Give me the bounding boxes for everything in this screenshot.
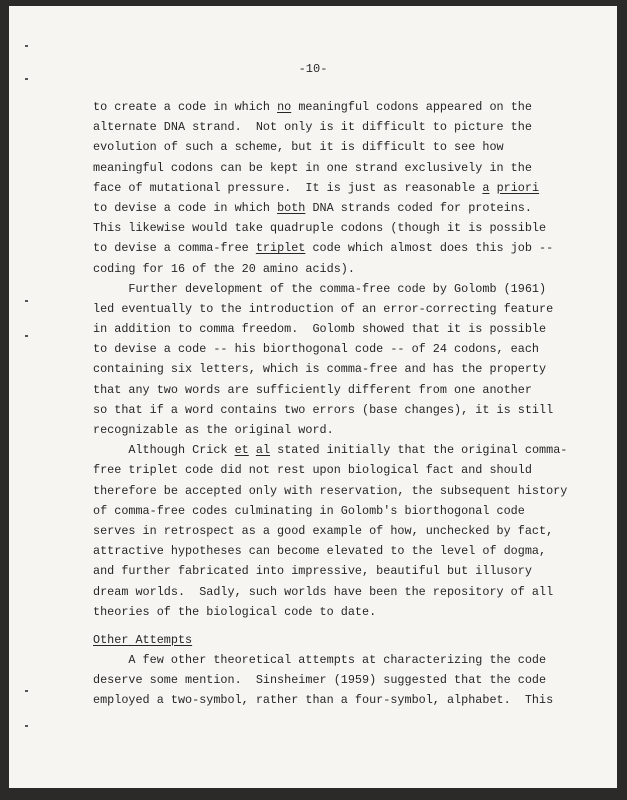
text-segment: Further development of the comma-free code by Golomb (1961) (93, 281, 547, 296)
text-line (93, 279, 567, 299)
text-segment: of comma-free codes culminating in Golomb's biorthogonal code (93, 503, 525, 518)
text-segment: dream worlds. Sadly, such worlds have been the repository of all (93, 584, 554, 599)
text-segment: Although Crick (93, 443, 235, 458)
text-line (93, 501, 567, 521)
text-segment: meaningful codons can be kept in one strand exclusively in the (93, 160, 532, 175)
text-segment: This likewise would take quadruple codons (though it is possible (93, 221, 547, 236)
text-line (93, 690, 567, 710)
underlined-text: et (234, 443, 249, 458)
text-line (93, 319, 567, 339)
document-body (93, 97, 567, 711)
text-segment: to create a code in which (93, 100, 278, 114)
text-line (93, 420, 567, 440)
paragraph (93, 279, 567, 441)
text-line (93, 359, 567, 379)
text-segment: A few other theoretical attempts at characterizing the code (93, 653, 547, 668)
text-segment: therefore be accepted only with reservation, the subsequent history (93, 483, 568, 498)
section-heading (93, 630, 567, 650)
text-line (93, 97, 567, 117)
text-line (93, 259, 567, 279)
text-segment: free triplet code did not rest upon biological fact and should (93, 463, 532, 478)
text-segment: and further fabricated into impressive, beautiful but illusory (93, 564, 532, 579)
text-line (93, 198, 567, 218)
text-segment: to devise a comma-free (93, 241, 256, 256)
text-line (93, 650, 567, 670)
margin-mark (25, 300, 28, 302)
text-segment (249, 443, 256, 457)
text-segment: coding for 16 of the 20 amino acids). (93, 261, 355, 276)
text-segment: alternate DNA strand. Not only is it difficult to picture the (93, 120, 532, 135)
underlined-text: a (482, 180, 490, 195)
text-line (93, 178, 567, 198)
text-segment: DNA strands coded for proteins. (305, 200, 532, 215)
margin-mark (25, 725, 28, 727)
text-segment: evolution of such a scheme, but it is difficult to see how (93, 140, 504, 155)
text-segment: in addition to comma freedom. Golomb showed that it is possible (93, 322, 547, 337)
underlined-text: priori (496, 180, 540, 195)
paragraph (93, 440, 567, 622)
text-segment: deserve some mention. Sinsheimer (1959) suggested that the code (93, 673, 547, 688)
text-line (93, 137, 567, 157)
text-segment: to devise a code in which (93, 200, 278, 215)
text-segment: face of mutational pressure. It is just as reasonable (93, 180, 483, 195)
text-line (93, 541, 567, 561)
text-line (93, 117, 567, 137)
text-line (93, 440, 567, 460)
text-segment: containing six letters, which is comma-free and has the property (93, 362, 547, 377)
text-segment: stated initially that the original comma- (270, 443, 568, 458)
underlined-text: both (277, 200, 306, 215)
text-line (93, 400, 567, 420)
text-segment: so that if a word contains two errors (base changes), it is still (93, 402, 554, 417)
text-segment: to devise a code -- his biorthogonal code -- of 24 codons, each (93, 342, 539, 357)
text-segment: recognizable as the original word. (93, 423, 334, 437)
text-segment: led eventually to the introduction of an error-correcting feature (93, 301, 554, 316)
underlined-text: triplet (255, 241, 306, 256)
text-line (93, 561, 567, 581)
text-line (93, 630, 567, 650)
text-line (93, 380, 567, 400)
text-line (93, 481, 567, 501)
text-line (93, 521, 567, 541)
paragraph (93, 97, 567, 279)
text-segment: attractive hypotheses can become elevated to the level of dogma, (93, 544, 547, 559)
document-page (9, 6, 617, 788)
text-line (93, 460, 567, 480)
text-line (93, 339, 567, 359)
text-line (93, 670, 567, 690)
text-line (93, 602, 567, 622)
text-line (93, 238, 567, 258)
text-segment: that any two words are sufficiently different from one another (93, 382, 532, 397)
margin-mark (25, 78, 28, 80)
text-segment: code which almost does this job -- (305, 241, 554, 256)
underlined-text: al (255, 443, 271, 458)
paragraph (93, 650, 567, 711)
text-segment: serves in retrospect as a good example of how, unchecked by fact, (93, 523, 554, 538)
text-line (93, 218, 567, 238)
text-segment (489, 181, 496, 195)
text-segment: employed a two-symbol, rather than a four-symbol, alphabet. This (93, 693, 554, 708)
text-line (93, 158, 567, 178)
text-segment: meaningful codons appeared on the (291, 100, 532, 114)
underlined-text: no (277, 100, 292, 114)
underlined-text: Other Attempts (93, 632, 193, 647)
margin-mark (25, 335, 28, 337)
page-number: -10- (298, 62, 328, 76)
margin-mark (25, 690, 28, 692)
margin-mark (25, 45, 28, 47)
text-segment: theories of the biological code to date. (93, 604, 377, 619)
text-line (93, 299, 567, 319)
text-line (93, 582, 567, 602)
